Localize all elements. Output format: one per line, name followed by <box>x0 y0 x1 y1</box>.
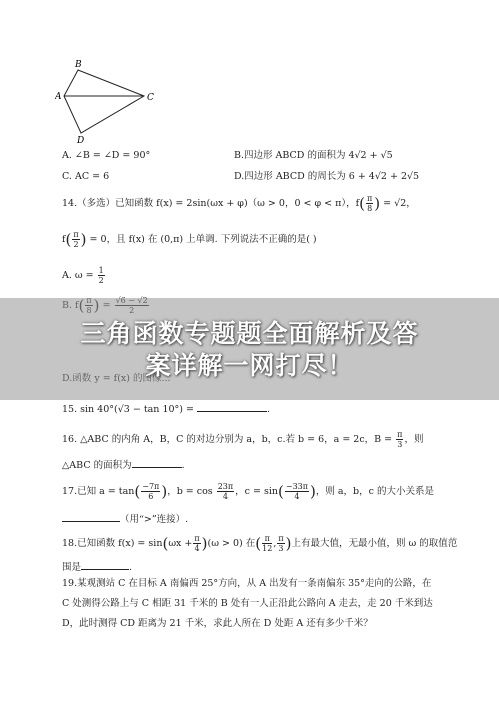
answer-blank <box>81 560 129 570</box>
banner-title-line2: 案详解一网打尽！ <box>145 351 354 380</box>
q15: 15. sin 40°(√3 − tan 10°) = . <box>62 404 271 415</box>
vertex-label-c: C <box>147 93 154 103</box>
answer-blank <box>62 512 120 522</box>
q14-line1: 14.（多选）已知函数 f(x) = 2sin(ωx + φ)（ω > 0，0 < φ < π），f( $\frac{\pi}{8}$ ) = √2， <box>62 194 416 213</box>
q17-line2: （用“>”连接）. <box>62 512 188 526</box>
vertex-label-d: D <box>77 136 85 145</box>
fraction: $\frac{\pi}{2}$ <box>73 230 79 249</box>
q19-line1: 19.某观测站 C 在目标 A 南偏西 25°方向，从 A 出发有一条南偏东 35°走向的公路，在 <box>62 578 432 589</box>
q16-line1: 16. △ABC 的内角 A，B，C 的对边分别为 a，b，c.若 b = 6，a = 2c，B = $\frac{\pi}{3}$ ，则 <box>62 430 424 449</box>
fraction: $\frac{\pi}{4}$ <box>194 534 200 553</box>
fraction: $\frac{23\pi}{4}$ <box>217 482 234 501</box>
q14-line2: f( $\frac{\pi}{2}$ ) = 0，且 f(x) 在 (0,π) 上单调. 下列说法不正确的是( ) <box>62 230 317 249</box>
fraction: $\frac{\pi}{3}$ <box>278 534 284 553</box>
fraction: $\frac{1}{2}$ <box>98 266 104 285</box>
fraction: $\frac{-33\pi}{4}$ <box>285 482 309 501</box>
fraction: $\frac{\pi}{8}$ <box>367 194 373 213</box>
option-a-prev: A. ∠B = ∠D = 90° <box>62 150 151 161</box>
q14-line1-text: 14.（多选）已知函数 f(x) = 2sin(ωx + φ)（ω > 0，0 < φ < π），f <box>62 198 360 209</box>
option-d-prev: D.四边形 ABCD 的周长为 6 + 4√2 + 2√5 <box>234 171 420 182</box>
banner-title-line1: 三角函数专题题全面解析及答 <box>80 319 419 348</box>
answer-blank <box>197 402 267 412</box>
option-c-prev: C. AC = 6 <box>62 171 110 182</box>
vertex-label-a: A <box>55 92 62 102</box>
answer-blank <box>132 458 182 468</box>
fraction: $\frac{-7\pi}{6}$ <box>142 482 160 501</box>
quadrilateral-figure <box>55 55 165 145</box>
fraction: $\frac{\pi}{3}$ <box>397 430 403 449</box>
q18-line2: 围是 . <box>62 562 133 573</box>
q19-line2: C 处测得公路上与 C 相距 31 千米的 B 处有一人正沿此公路向 A 走去，走 20 千米到达 <box>62 598 433 609</box>
vertex-label-b: B <box>75 60 82 70</box>
fraction: $\frac{\pi}{12}$ <box>262 534 273 553</box>
q16-line2: △ABC 的面积为 . <box>62 460 185 471</box>
option-b-prev: B.四边形 ABCD 的面积为 4√2 + √5 <box>234 150 393 161</box>
q17-line1: 17.已知 a = tan( $\frac{-7\pi}{6}$ )，b = cos $\frac{23\pi}{4}$ ，c = sin( $\frac{-33\pi}{4}$ )，则 a，b，c 的大小关系是 <box>62 482 434 501</box>
q18-line1: 18.已知函数 f(x) = sin(ωx + $\frac{\pi}{4}$ )(ω > 0) 在( $\frac{\pi}{12}$ , $\frac{\pi}{3}$ )上有最大值，无最小值，则 ω 的取值范 <box>62 534 458 553</box>
q19-line3: D，此时测得 CD 距离为 21 千米，求此人所在 D 处距 A 还有多少千米？ <box>62 618 373 629</box>
banner-title <box>0 318 499 382</box>
q14-option-a: A. ω = $\frac{1}{2}$ <box>62 266 104 285</box>
